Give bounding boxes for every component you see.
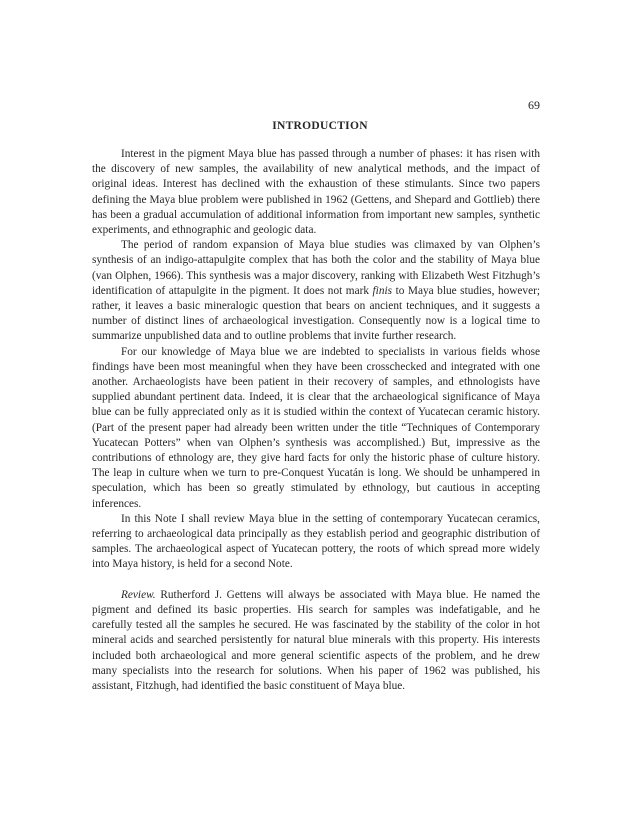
paragraph-synthesis-text-1: The period of random expansion of Maya blue studies was climaxed by van Olphen’s synthesis of an indigo-attapulgite complex that has both the color and the stability of Maya blue (van Olphen, 1966). This synthesis was a major discovery, ranking with Elizabeth West Fitzhugh’s identification of attapulgite in the pigment. It does not mark [92,239,540,297]
paragraph-review [92,588,540,694]
paragraph-review-text: Rutherford J. Gettens will always be associated with Maya blue. He named the pigment and defined its basic properties. His search for samples was indefatigable, and he carefully tested all the samples he secured. He was fascinated by the stability of the color in hot mineral acids and searched persistently for natural blue minerals with this property. His interests included both archaeological and more general scientific aspects of the problem, and he drew many specialists into the research for solutions. When his paper of 1962 was published, his assistant, Fitzhugh, had identified the basic constituent of Maya blue. [92,588,540,692]
body-text [92,147,540,694]
review-run-in-heading: Review. [121,588,156,601]
paragraph-note-scope: In this Note I shall review Maya blue in the setting of contemporary Yucatecan ceramics, referring to archaeological data principally as they establish period and geographic distribution of samples. The archaeological aspect of Yucatecan pottery, the roots of which spread more widely into Maya history, is held for a second Note. [92,512,540,571]
paragraph-synthesis [92,238,540,344]
paragraph-interest: Interest in the pigment Maya blue has passed through a number of phases: it has risen with the discovery of new samples, the availability of new analytical methods, and the impact of original ideas. Interest has declined with the exhaustion of these stimulants. Since two papers defining the Maya blue problem were published in 1962 (Gettens, and Shepard and Gottlieb) there has been a gradual accumulation of additional information from important new samples, synthetic experiments, and ethnographic and geologic data. [92,148,540,237]
paragraph-synthesis-text-2: to Maya blue studies, however; rather, it leaves a basic mineralogic question that bears on ancient techniques, and it suggests a number of distinct lines of archaeological investigation. Consequently now is a logical time to summarize unpublished data and to outline problems that invite further research. [92,284,540,343]
page-number: 69 [528,98,540,112]
paragraph-knowledge: For our knowledge of Maya blue we are indebted to specialists in various fields whose findings have been most meaningful when they have been crosschecked and integrated with one another. Archaeologists have been patient in their recovery of samples, and ethnologists have supplied abundant pertinent data. Indeed, it is clear that the archaeological significance of Maya blue can be fully appreciated only as it is studied within the context of Yucatecan ceramic history. (Part of the present paper had already been written under the title “Techniques of Contemporary Yucatecan Potters” when van Olphen’s synthesis was accomplished.) But, impressive as the contributions of ethnology are, they give hard facts for only the historic phase of culture history. The leap in culture when we turn to pre-Conquest Yucatán is long. We should be unhampered in speculation, which has been so greatly stimulated by ethnology, but cautious in accepting inferences. [92,345,540,510]
section-heading: INTRODUCTION [272,120,368,132]
italic-term-finis: finis [372,284,393,297]
